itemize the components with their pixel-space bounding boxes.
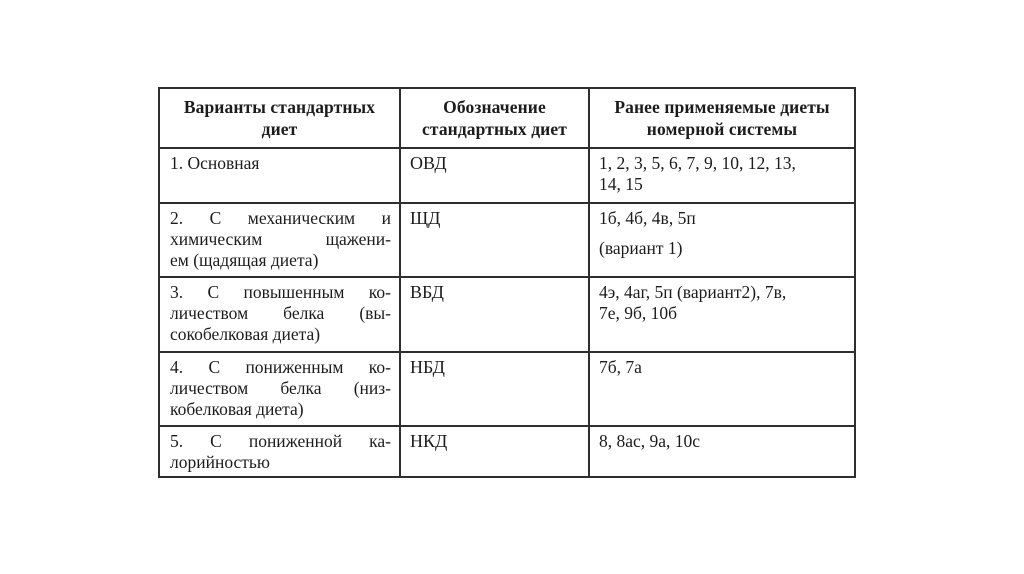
diet-variant-line: 5. С пониженной ка-: [170, 431, 391, 451]
table-header-row: [159, 88, 855, 148]
legacy-diets-cell: [589, 148, 855, 203]
table-row: [159, 148, 855, 203]
diet-variant-cell: [159, 426, 400, 477]
diet-variant-line: сокобелковая диета): [170, 324, 321, 344]
diet-code-cell: НБД: [400, 352, 589, 426]
column-header-line: стандартных диет: [422, 119, 567, 139]
legacy-diets-cell: [589, 352, 855, 426]
diet-variant-cell: [159, 277, 400, 352]
table-header: [159, 88, 855, 148]
diet-variant-line: лорийностью: [170, 452, 270, 472]
table-row: [159, 203, 855, 277]
legacy-diets-line: 1, 2, 3, 5, 6, 7, 9, 10, 12, 13,: [599, 153, 796, 173]
diet-variant-line: 3. С повышенным ко-: [170, 282, 391, 302]
legacy-diets-line: (вариант 1): [599, 238, 683, 258]
diet-variant-line: 2. С механическим и: [170, 208, 391, 228]
legacy-diets-line: 14, 15: [599, 174, 643, 194]
diet-variant-line: 1. Основная: [170, 153, 260, 173]
diet-code-cell: ОВД: [400, 148, 589, 203]
column-header-line: Ранее применяемые диеты: [614, 97, 830, 117]
legacy-diets-line: 8, 8ас, 9а, 10с: [599, 431, 701, 451]
column-header-line: Варианты стандартных: [183, 97, 376, 117]
column-header-line: номерной системы: [646, 119, 798, 139]
diet-variant-line: химическим щажени-: [170, 229, 391, 249]
diet-variant-line: личеством белка (вы-: [170, 303, 391, 323]
column-header-line: диет: [261, 119, 298, 139]
legacy-diets-line: 4э, 4аг, 5п (вариант2), 7в,: [599, 282, 787, 302]
column-header-1: [159, 88, 400, 148]
table-body: [159, 148, 855, 477]
diet-code-cell: ЩД: [400, 203, 589, 277]
legacy-diets-line: 7б, 7а: [599, 357, 642, 377]
legacy-diets-cell: [589, 277, 855, 352]
standard-diets-table: [158, 87, 856, 478]
table-row: [159, 352, 855, 426]
diet-variant-line: кобелковая диета): [170, 399, 304, 419]
table-row: [159, 426, 855, 477]
column-header-2: [400, 88, 589, 148]
diet-code-cell: НКД: [400, 426, 589, 477]
diet-code-cell: ВБД: [400, 277, 589, 352]
diet-variant-line: личеством белка (низ-: [170, 378, 391, 398]
diet-variant-line: ем (щадящая диета): [170, 250, 319, 270]
diet-variant-cell: [159, 148, 400, 203]
legacy-diets-line: 7е, 9б, 10б: [599, 303, 678, 323]
column-header-3: [589, 88, 855, 148]
table-row: [159, 277, 855, 352]
legacy-diets-line: 1б, 4б, 4в, 5п: [599, 208, 696, 228]
legacy-diets-cell: [589, 426, 855, 477]
legacy-diets-cell: [589, 203, 855, 277]
diet-variant-cell: [159, 203, 400, 277]
diet-variant-cell: [159, 352, 400, 426]
diet-variant-line: 4. С пониженным ко-: [170, 357, 391, 377]
column-header-line: Обозначение: [443, 97, 546, 117]
